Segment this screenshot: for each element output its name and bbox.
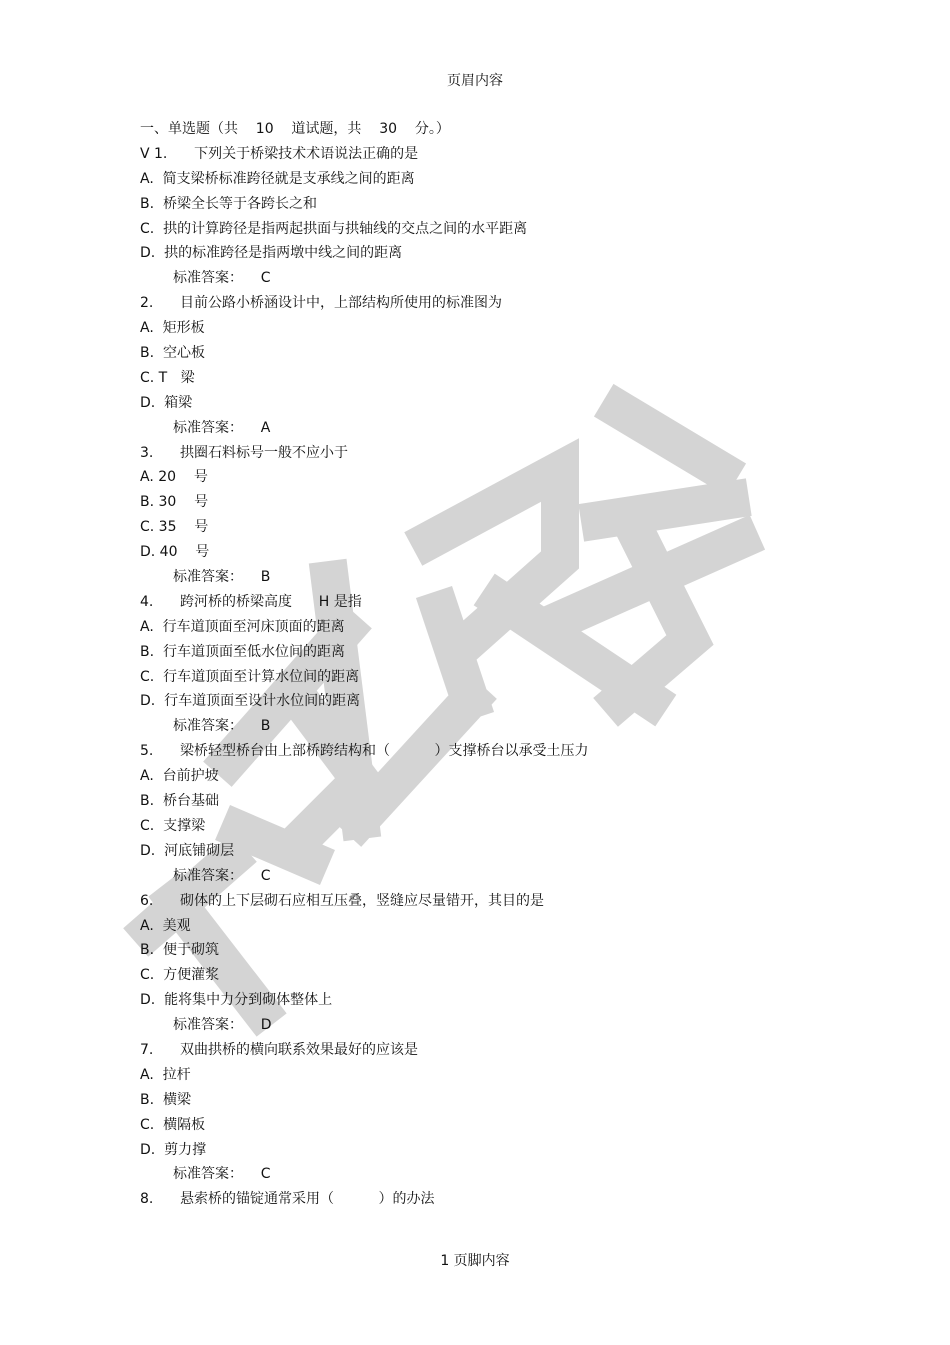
answer-option: A. 行车道顶面至河床顶面的距离: [140, 618, 345, 635]
answer-key: 标准答案： C: [173, 867, 271, 884]
answer-option: C. T 梁: [140, 369, 195, 386]
answer-option: D. 能将集中力分到砌体整体上: [140, 992, 333, 1009]
answer-option: C. 支撑梁: [140, 817, 206, 834]
question-text: 8. 悬索桥的锚锭通常采用（ ）的办法: [140, 1191, 435, 1208]
answer-option: B. 桥梁全长等于各跨长之和: [140, 195, 317, 212]
answer-key: 标准答案： C: [173, 1166, 271, 1183]
question-text: V 1. 下列关于桥梁技术术语说法正确的是: [140, 145, 419, 162]
answer-option: D. 行车道顶面至设计水位间的距离: [140, 693, 361, 710]
answer-option: D. 剪力撑: [140, 1141, 207, 1158]
section-title: 一、单选题（共 10 道试题，共 30 分。）: [140, 121, 450, 137]
answer-key: 标准答案： B: [173, 718, 271, 735]
answer-option: B. 横梁: [140, 1091, 191, 1108]
page-footer: 1 页脚内容: [440, 1253, 510, 1269]
question-text: 6. 砌体的上下层砌石应相互压叠，竖缝应尽量错开，其目的是: [140, 892, 545, 909]
question-text: 5. 梁桥轻型桥台由上部桥跨结构和（ ）支撑桥台以承受土压力: [140, 743, 589, 760]
question-text: 3. 拱圈石料标号一般不应小于: [140, 444, 349, 461]
question-text: 4. 跨河桥的桥梁高度 H 是指: [140, 593, 362, 610]
answer-option: C. 方便灌浆: [140, 967, 220, 984]
answer-option: B. 空心板: [140, 345, 205, 362]
answer-option: A. 美观: [140, 917, 191, 934]
question-text: 2. 目前公路小桥涵设计中，上部结构所使用的标准图为: [140, 295, 503, 312]
answer-option: A. 台前护坡: [140, 768, 219, 785]
answer-option: B. 30 号: [140, 494, 209, 511]
answer-option: B. 行车道顶面至低水位间的距离: [140, 643, 345, 660]
answer-option: C. 横隔板: [140, 1116, 206, 1133]
answer-option: A. 简支梁桥标准跨径就是支承线之间的距离: [140, 170, 415, 187]
answer-option: D. 40 号: [140, 544, 210, 561]
answer-option: D. 河底铺砌层: [140, 842, 235, 859]
answer-option: B. 桥台基础: [140, 793, 219, 810]
answer-option: A. 矩形板: [140, 320, 205, 337]
answer-option: A. 拉杆: [140, 1066, 191, 1083]
answer-option: B. 便于砌筑: [140, 942, 219, 959]
answer-option: A. 20 号: [140, 469, 208, 486]
answer-option: C. 35 号: [140, 519, 209, 536]
question-list: [140, 142, 840, 1212]
answer-option: D. 拱的标准跨径是指两墩中线之间的距离: [140, 245, 403, 262]
answer-option: C. 拱的计算跨径是指两起拱面与拱轴线的交点之间的水平距离: [140, 220, 528, 237]
answer-key: 标准答案： B: [173, 569, 271, 586]
answer-key: 标准答案： C: [173, 270, 271, 287]
answer-key: 标准答案： D: [173, 1017, 272, 1034]
exam-content: [140, 117, 840, 1212]
page-header: 页眉内容: [447, 73, 503, 89]
question-text: 7. 双曲拱桥的横向联系效果最好的应该是: [140, 1041, 419, 1058]
answer-option: D. 箱梁: [140, 394, 193, 411]
answer-key: 标准答案： A: [173, 419, 271, 436]
answer-option: C. 行车道顶面至计算水位间的距离: [140, 668, 360, 685]
